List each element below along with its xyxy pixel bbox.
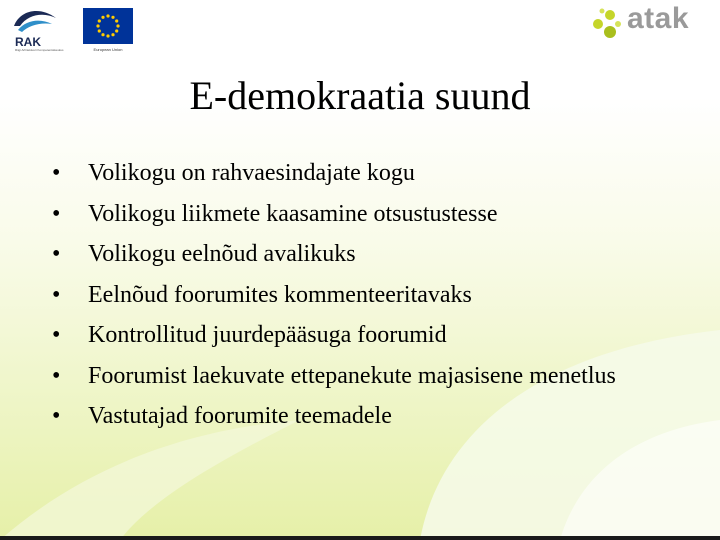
rak-logo-subtitle: Riigi Arhitektuuri Kompetentsikeskus [15, 48, 64, 52]
bullet-icon: • [52, 241, 61, 267]
bullet-icon: • [52, 160, 61, 186]
list-item-text: Volikogu eelnõud avalikuks [88, 241, 356, 267]
bullet-icon: • [52, 362, 61, 389]
slide-title: E-demokraatia suund [189, 73, 531, 118]
list-item [52, 322, 672, 349]
list-item-text: Foorumist laekuvate ettepanekute majasisene menetlus [88, 362, 616, 389]
list-item-text: Eelnõud foorumites kommenteeritavaks [88, 281, 472, 308]
eu-flag-caption: European Union [93, 47, 123, 52]
list-item-text: Volikogu on rahvaesindajate kogu [88, 160, 415, 186]
bullet-icon: • [52, 403, 61, 429]
bullet-list [52, 160, 672, 444]
list-item [52, 160, 672, 187]
list-item [52, 201, 672, 228]
list-item-text: Kontrollitud juurdepääsuga foorumid [88, 322, 447, 348]
rak-logo-label: RAK [15, 35, 41, 49]
list-item [52, 403, 672, 430]
bullet-icon: • [52, 200, 61, 227]
list-item [52, 363, 672, 390]
atak-logo-icon [588, 6, 628, 42]
bullet-icon: • [52, 281, 61, 308]
eu-flag-icon [83, 8, 133, 48]
bullet-icon: • [52, 322, 61, 348]
bottom-border [0, 536, 720, 540]
list-item-text: Volikogu liikmete kaasamine otsustustesse [88, 200, 498, 227]
atak-logo-label: atak [627, 2, 690, 35]
list-item [52, 241, 672, 268]
list-item [52, 282, 672, 309]
list-item-text: Vastutajad foorumite teemadele [88, 403, 392, 429]
